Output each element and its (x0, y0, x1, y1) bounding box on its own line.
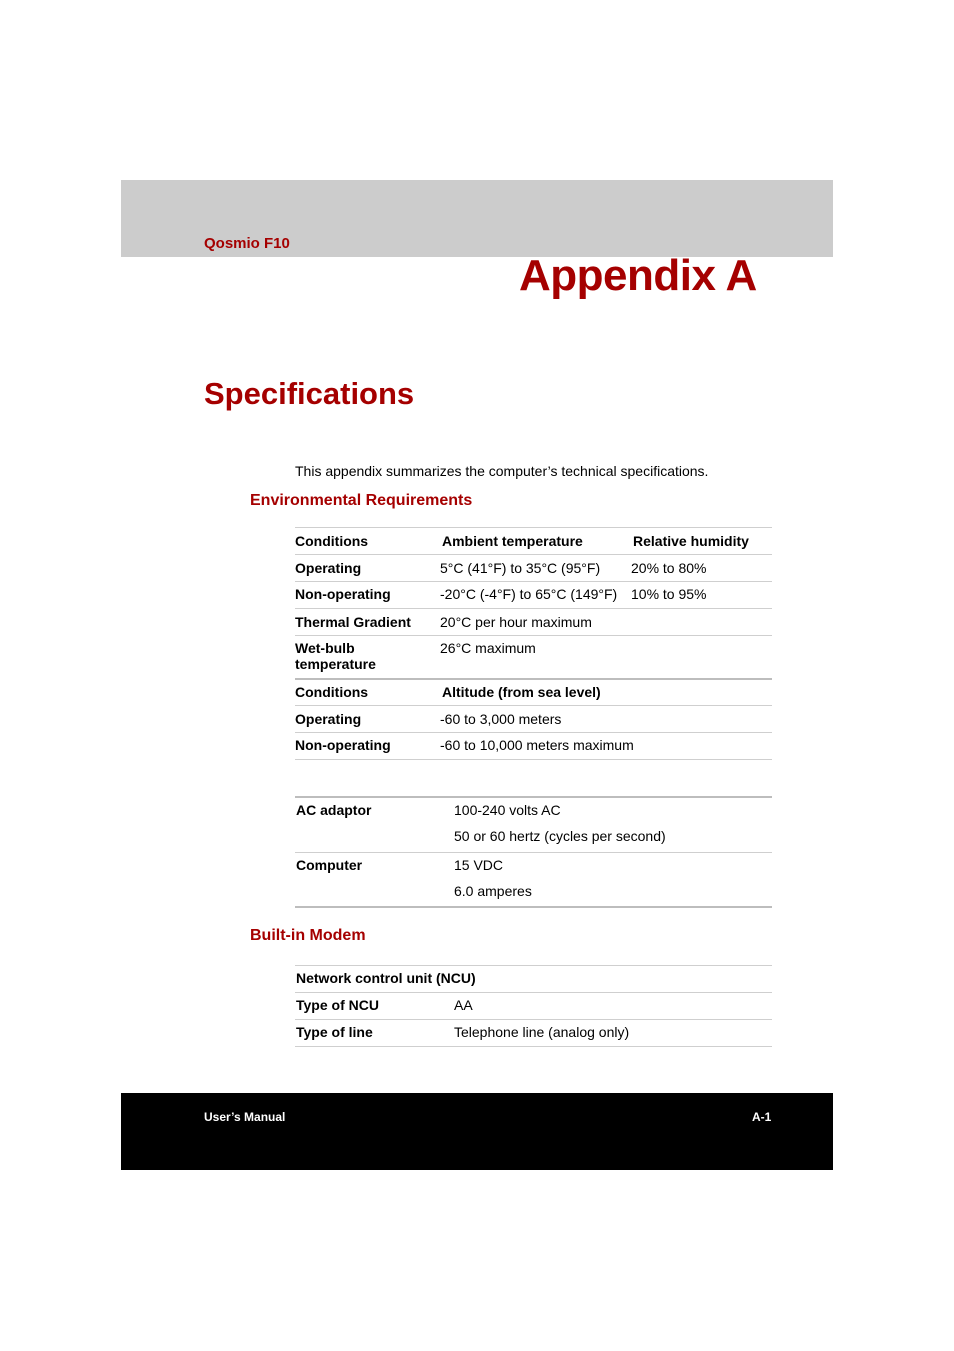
footer-manual-label: User’s Manual (204, 1110, 286, 1124)
table-header-row (295, 679, 772, 706)
table-header-cell: Relative humidity (631, 528, 772, 555)
table-cell (295, 824, 454, 852)
environmental-table (295, 527, 772, 760)
table-cell (295, 879, 454, 907)
table-row (295, 582, 772, 609)
table-cell (631, 609, 772, 636)
table-cell: Thermal Gradient (295, 609, 440, 636)
footer-band (121, 1093, 833, 1170)
table-header-cell: Conditions (295, 679, 440, 706)
table-cell: Wet-bulb temperature (295, 636, 440, 679)
table-cell: Type of NCU (295, 993, 454, 1020)
table-cell: Computer (296, 856, 363, 873)
table-cell (631, 636, 772, 679)
table-header-cell: Conditions (295, 528, 440, 555)
table-cell: Type of line (295, 1020, 454, 1047)
table-cell: 10% to 95% (631, 582, 772, 609)
table-row (295, 733, 772, 760)
table-cell: -60 to 3,000 meters (440, 706, 772, 733)
intro-text: This appendix summarizes the computer’s technical specifications. (295, 463, 709, 479)
table-row (295, 993, 772, 1020)
table-header-cell: Altitude (from sea level) (440, 679, 772, 706)
table-row (295, 706, 772, 733)
section-title: Specifications (204, 376, 415, 411)
table-cell: 26°C maximum (440, 636, 631, 679)
table-row (295, 797, 772, 824)
table-header-row (295, 966, 772, 993)
table-cell: Operating (295, 706, 440, 733)
environmental-heading: Environmental Requirements (250, 492, 473, 509)
table-row (295, 824, 772, 852)
table-cell: Non-operating (295, 733, 440, 760)
table-cell: -20°C (-4°F) to 65°C (149°F) (440, 582, 631, 609)
table-cell: 15 VDC (454, 856, 504, 873)
table-cell: Operating (295, 555, 440, 582)
table-cell: 100-240 volts AC (454, 797, 772, 824)
table-cell: 20% to 80% (631, 555, 772, 582)
modem-heading: Built-in Modem (250, 927, 366, 944)
power-table (295, 796, 772, 908)
table-cell: 5°C (41°F) to 35°C (95°F) (440, 555, 631, 582)
table-header-cell: Ambient temperature (440, 528, 631, 555)
table-cell: Non-operating (295, 582, 440, 609)
table-row (295, 609, 772, 636)
table-header-row (295, 528, 772, 555)
footer-page-number: A-1 (752, 1110, 772, 1124)
table-header-cell: Network control unit (NCU) (295, 966, 772, 993)
table-row (295, 1020, 772, 1047)
table-row (295, 852, 772, 879)
table-cell: 6.0 amperes (454, 879, 772, 907)
table-cell: AC adaptor (295, 797, 454, 824)
appendix-title: Appendix A (519, 251, 757, 300)
table-cell: AA (454, 993, 772, 1020)
table-row (295, 879, 772, 907)
table-row (295, 555, 772, 582)
table-row (295, 636, 772, 679)
modem-table (295, 965, 772, 1047)
table-cell: -60 to 10,000 meters maximum (440, 733, 772, 760)
table-cell: 50 or 60 hertz (cycles per second) (454, 824, 772, 852)
product-name: Qosmio F10 (204, 235, 290, 252)
table-cell: 20°C per hour maximum (440, 609, 631, 636)
table-cell: Telephone line (analog only) (454, 1020, 772, 1047)
